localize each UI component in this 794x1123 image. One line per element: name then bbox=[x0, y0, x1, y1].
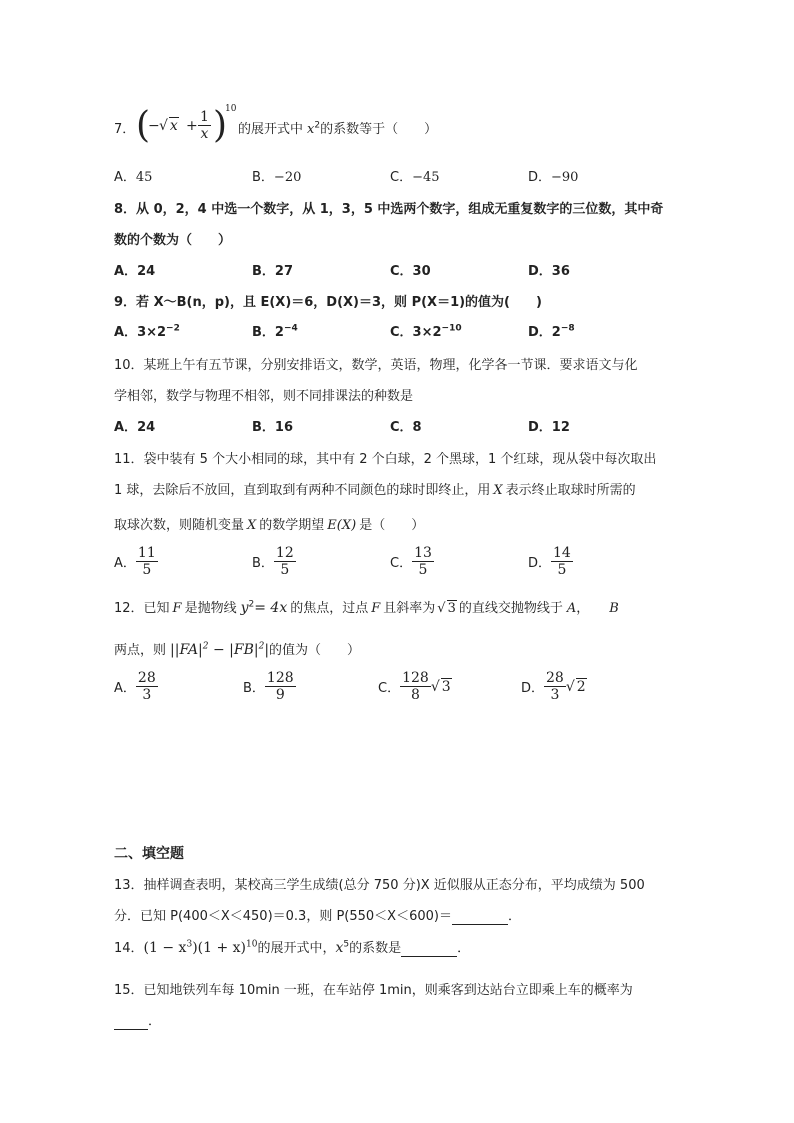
option-value: 30 bbox=[412, 264, 431, 279]
option-label: C． bbox=[390, 170, 413, 185]
minus: − bbox=[208, 642, 230, 658]
q8-line1: 8．从 0，2，4 中选一个数字，从 1，3，5 中选两个数字，组成无重复数字的三位数，其中奇 bbox=[114, 202, 664, 217]
q12-options bbox=[114, 670, 674, 710]
fraction-numerator: 1 bbox=[200, 109, 209, 125]
period: ． bbox=[457, 941, 471, 956]
option-c[interactable] bbox=[390, 545, 434, 578]
point-B: B bbox=[609, 601, 619, 616]
option-d[interactable] bbox=[528, 416, 570, 435]
text: 是（ ） bbox=[359, 518, 425, 533]
option-value: 16 bbox=[274, 420, 294, 435]
q13-line2 bbox=[114, 905, 521, 925]
option-label: D． bbox=[528, 264, 552, 279]
point-F: F bbox=[172, 601, 182, 616]
option-numerator: 128 bbox=[402, 670, 429, 686]
option-denominator: 3 bbox=[142, 687, 152, 703]
option-exponent: −2 bbox=[166, 323, 180, 334]
text: 表示终止取球时所需的 bbox=[505, 483, 636, 498]
option-label: A． bbox=[114, 325, 138, 340]
option-label: D． bbox=[528, 420, 552, 435]
period: ． bbox=[507, 909, 521, 924]
power: 2 bbox=[258, 641, 265, 652]
option-value: −20 bbox=[273, 170, 302, 185]
answer-blank[interactable] bbox=[114, 1014, 148, 1030]
option-numerator: 28 bbox=[546, 670, 564, 686]
option-b[interactable] bbox=[252, 321, 298, 340]
option-label: C． bbox=[390, 264, 413, 279]
option-c[interactable] bbox=[390, 416, 422, 435]
text: 1 球，去除后不放回，直到取到有两种不同颜色的球时即终止，用 bbox=[114, 483, 491, 498]
q9-options bbox=[114, 321, 674, 341]
option-value: 36 bbox=[551, 264, 570, 279]
expectation: E(X) bbox=[327, 518, 357, 533]
point-A: A bbox=[566, 601, 577, 616]
option-a[interactable] bbox=[114, 166, 152, 185]
option-value: 12 bbox=[551, 420, 570, 435]
option-d[interactable] bbox=[528, 166, 578, 185]
option-c[interactable] bbox=[378, 670, 452, 703]
option-label: B． bbox=[252, 556, 274, 571]
q10-options bbox=[114, 416, 674, 436]
expression-paren: ( bbox=[136, 105, 151, 146]
fraction-denominator: x bbox=[200, 126, 209, 142]
parabola-rhs: = 4x bbox=[254, 600, 288, 616]
option-d[interactable] bbox=[521, 670, 587, 703]
option-label: D． bbox=[528, 325, 552, 340]
option-a[interactable] bbox=[114, 260, 155, 279]
text: 的焦点，过点 bbox=[290, 601, 369, 616]
question-text bbox=[238, 118, 437, 137]
option-base: 2 bbox=[551, 325, 561, 340]
q15-line1: 15．已知地铁列车每 10min 一班，在车站停 1min，则乘客到达站台立即乘上车的概率为 bbox=[114, 983, 633, 998]
text: 的数学期望 bbox=[259, 518, 325, 533]
text: 的值为（ ） bbox=[269, 643, 361, 658]
option-value: −90 bbox=[551, 170, 579, 185]
power: 2 bbox=[314, 120, 321, 131]
fraction-1-over-x bbox=[198, 109, 211, 142]
option-b[interactable] bbox=[252, 166, 301, 185]
expression-paren-close: ) bbox=[213, 105, 228, 146]
option-denominator: 8 bbox=[410, 687, 420, 703]
option-label: A． bbox=[114, 556, 136, 571]
answer-blank[interactable] bbox=[452, 909, 508, 925]
q14-line bbox=[114, 937, 470, 957]
expr-part: )(1 + x) bbox=[192, 940, 247, 956]
option-exponent: −4 bbox=[283, 323, 298, 334]
option-denominator: 5 bbox=[557, 562, 567, 578]
option-b[interactable] bbox=[252, 545, 296, 578]
variable-y: y bbox=[240, 600, 249, 616]
option-denominator: 5 bbox=[142, 562, 152, 578]
question-number: 14． bbox=[114, 941, 144, 956]
option-base: 3×2 bbox=[412, 325, 442, 340]
option-d[interactable] bbox=[528, 260, 570, 279]
q8-options bbox=[114, 260, 674, 280]
q10-line1: 10．某班上午有五节课，分别安排语文，数学，英语，物理，化学各一节课．要求语文与化 bbox=[114, 358, 638, 373]
option-numerator: 13 bbox=[414, 545, 432, 561]
option-label: B． bbox=[243, 681, 265, 696]
text: 的展开式中， bbox=[257, 941, 336, 956]
variable-x: x bbox=[307, 122, 315, 137]
option-denominator: 5 bbox=[280, 562, 290, 578]
plus-sign: + bbox=[186, 118, 198, 134]
q9-text: 9．若 X～B(n，p)，且 E(X)＝6，D(X)＝3，则 P(X＝1)的值为( ) bbox=[114, 295, 542, 310]
sqrt-x: √ x bbox=[159, 118, 178, 134]
abs-FB: |FB| bbox=[229, 642, 259, 658]
q10-line2: 学相邻，数学与物理不相邻，则不同排课法的种数是 bbox=[114, 389, 414, 404]
option-numerator: 12 bbox=[275, 545, 294, 561]
q12-line1 bbox=[114, 597, 619, 616]
option-b[interactable] bbox=[252, 260, 293, 279]
option-numerator: 28 bbox=[137, 670, 156, 686]
abs-expression: $||FA|^2 - |FB|^2|$ bbox=[170, 641, 270, 658]
minus-sign: − bbox=[148, 118, 160, 134]
option-exponent: −10 bbox=[441, 323, 462, 334]
power: 10 bbox=[246, 939, 258, 950]
text: 取球次数，则随机变量 bbox=[114, 518, 245, 533]
text: 且斜率为 bbox=[383, 601, 436, 616]
option-label: A． bbox=[114, 170, 136, 185]
option-exponent: −8 bbox=[560, 323, 575, 334]
option-value: −45 bbox=[412, 170, 440, 185]
text: 是抛物线 bbox=[184, 601, 237, 616]
option-numerator: 14 bbox=[553, 545, 571, 561]
question-number: 7． bbox=[114, 122, 136, 137]
option-base: 2 bbox=[274, 325, 284, 340]
option-label: A． bbox=[114, 420, 138, 435]
option-label: D． bbox=[528, 556, 552, 571]
q15-line2 bbox=[114, 1010, 161, 1030]
option-label: B． bbox=[252, 325, 275, 340]
option-denominator: 3 bbox=[550, 687, 560, 703]
q12-line2 bbox=[114, 639, 360, 658]
power: 5 bbox=[343, 939, 350, 950]
text-part-a: 的展开式中 bbox=[238, 122, 304, 137]
sqrt-radicand: x bbox=[169, 118, 178, 134]
power: 3 bbox=[186, 939, 193, 950]
option-numerator: 11 bbox=[137, 545, 156, 561]
text: 分．已知 P(400＜X＜450)＝0.3，则 P(550＜X＜600)＝ bbox=[114, 909, 452, 924]
option-base: 3×2 bbox=[137, 325, 167, 340]
text: 的直线交抛物线于 bbox=[458, 601, 563, 616]
root: √ 2 bbox=[565, 679, 586, 695]
text-part-b: 的系数等于（ ） bbox=[320, 122, 438, 137]
option-label: A． bbox=[114, 681, 136, 696]
option-a[interactable] bbox=[114, 416, 155, 435]
option-value: 8 bbox=[412, 420, 422, 435]
q11-line1: 11．袋中装有 5 个大小相同的球，其中有 2 个白球，2 个黑球，1 个红球，现从袋中每次取出 bbox=[114, 452, 657, 467]
sqrt-radicand: 3 bbox=[441, 679, 451, 695]
sqrt-radicand: 3 bbox=[447, 601, 456, 616]
q7-options bbox=[114, 166, 674, 186]
option-numerator: 128 bbox=[266, 670, 294, 686]
option-a[interactable] bbox=[114, 321, 180, 340]
section-title: 二、填空题 bbox=[114, 846, 184, 862]
option-value: 45 bbox=[135, 170, 153, 185]
option-label: D． bbox=[521, 681, 545, 696]
option-label: C． bbox=[378, 681, 401, 696]
option-denominator: 5 bbox=[418, 562, 428, 578]
option-value: 24 bbox=[137, 264, 156, 279]
option-b[interactable] bbox=[243, 670, 296, 703]
power: 2 bbox=[202, 641, 209, 652]
option-label: B． bbox=[252, 420, 275, 435]
option-d[interactable] bbox=[528, 545, 573, 578]
expr-part: (1 − x bbox=[143, 940, 187, 956]
option-label: C． bbox=[390, 420, 413, 435]
option-label: D． bbox=[528, 170, 552, 185]
q11-line3 bbox=[114, 514, 424, 533]
option-label: C． bbox=[390, 556, 413, 571]
answer-blank[interactable] bbox=[401, 941, 457, 957]
option-label: B． bbox=[252, 264, 275, 279]
option-a[interactable] bbox=[114, 545, 158, 578]
q13-line1: 13．抽样调查表明，某校高三学生成绩(总分 750 分)X 近似服从正态分布，平均成绩为 500 bbox=[114, 878, 645, 893]
text: 的系数是 bbox=[349, 941, 402, 956]
option-b[interactable] bbox=[252, 416, 293, 435]
text: 12．已知 bbox=[114, 601, 170, 616]
q11-line2 bbox=[114, 479, 636, 498]
option-c[interactable] bbox=[390, 321, 462, 340]
period: ． bbox=[148, 1014, 162, 1029]
text: 两点，则 bbox=[114, 643, 167, 658]
abs-FA: |FA| bbox=[174, 642, 203, 658]
variable-X: X bbox=[247, 518, 257, 533]
slope-sqrt: √ 3 bbox=[437, 601, 456, 616]
option-value: 24 bbox=[137, 420, 156, 435]
exponent: 10 bbox=[225, 104, 237, 114]
variable-x: x bbox=[335, 940, 344, 956]
option-label: A． bbox=[114, 264, 138, 279]
option-c[interactable] bbox=[390, 166, 440, 185]
option-a[interactable] bbox=[114, 670, 158, 703]
option-d[interactable] bbox=[528, 321, 575, 340]
power: 2 bbox=[248, 599, 255, 610]
point-F: F bbox=[371, 601, 381, 616]
root: √ 3 bbox=[430, 679, 451, 695]
comma: ， bbox=[576, 601, 590, 616]
sqrt-radicand: 2 bbox=[576, 679, 586, 695]
option-c[interactable] bbox=[390, 260, 431, 279]
option-denominator: 9 bbox=[275, 687, 285, 703]
option-value: 27 bbox=[274, 264, 294, 279]
option-label: B． bbox=[252, 170, 274, 185]
q8-line2: 数的个数为（ ） bbox=[114, 233, 232, 248]
variable-X: X bbox=[493, 483, 503, 498]
q11-options bbox=[114, 545, 674, 585]
expression bbox=[144, 940, 258, 956]
option-label: C． bbox=[390, 325, 413, 340]
